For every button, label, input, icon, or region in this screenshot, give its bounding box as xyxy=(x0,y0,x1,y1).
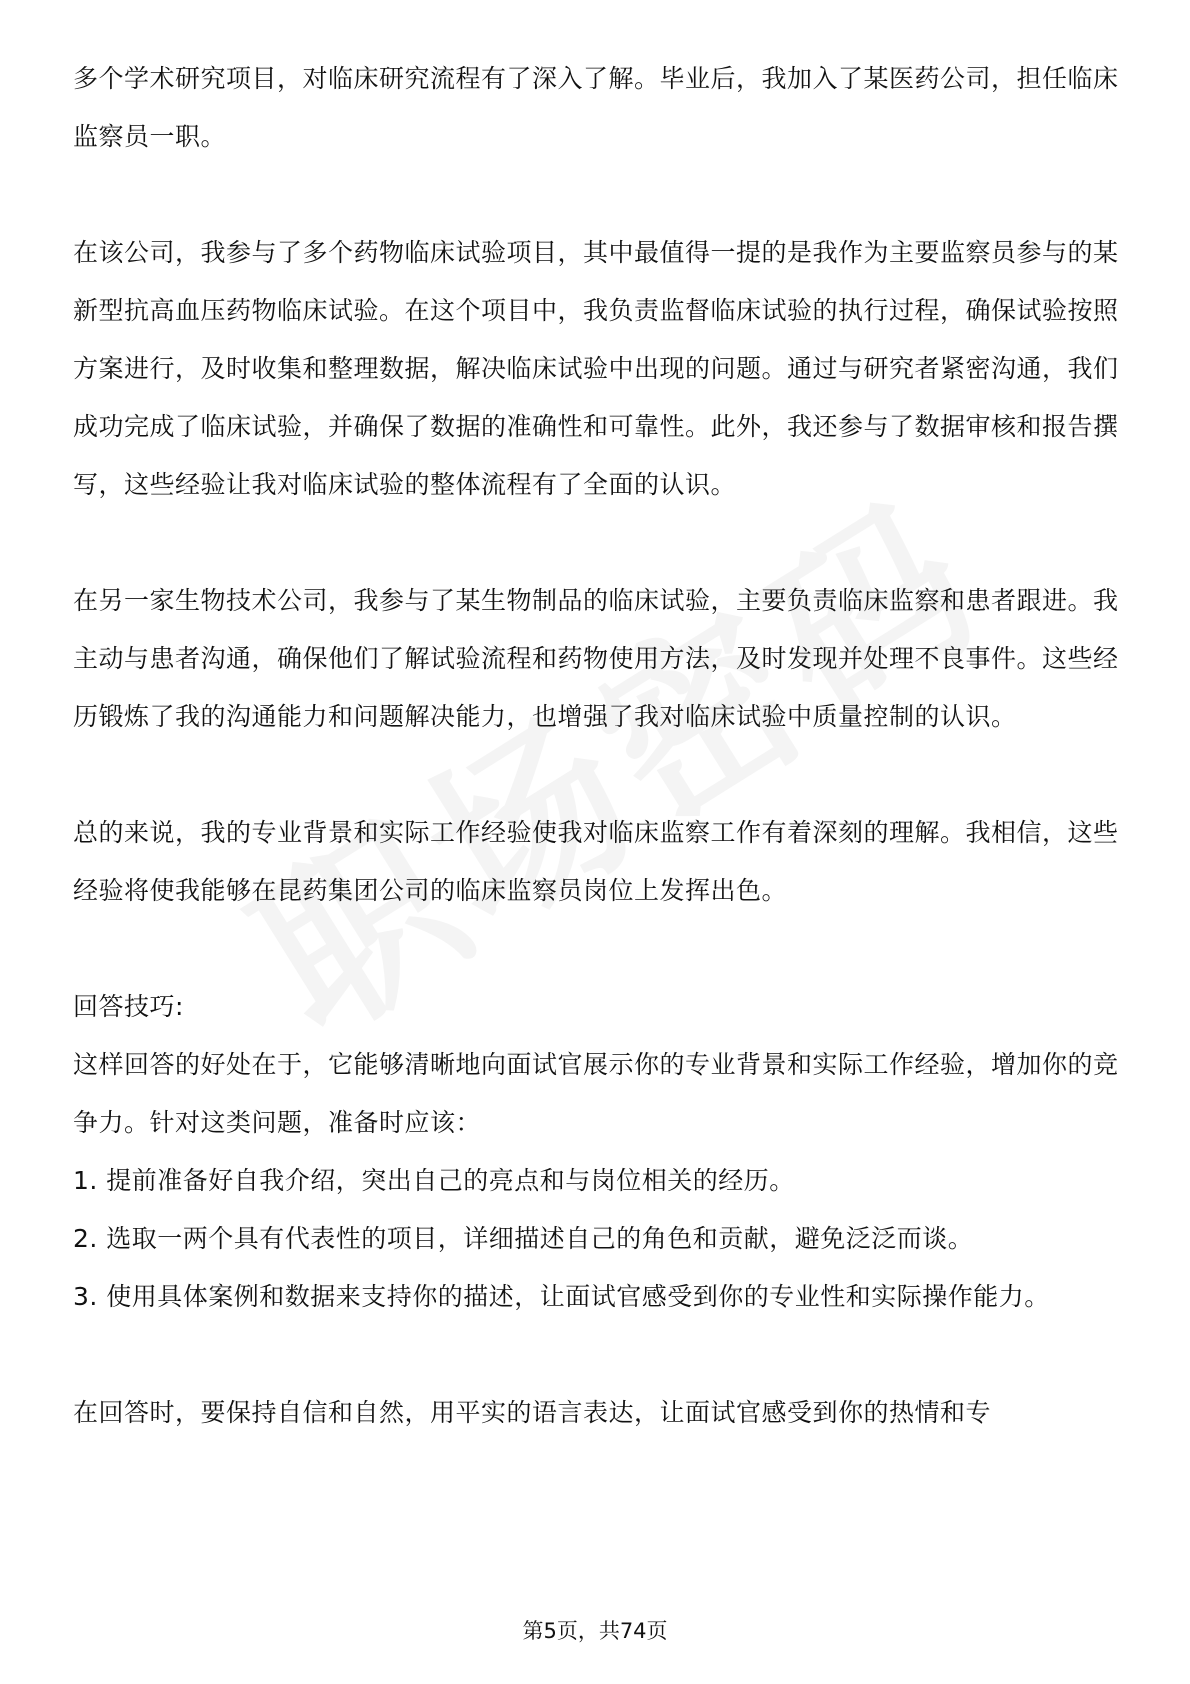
paragraph-4: 总的来说，我的专业背景和实际工作经验使我对临床监察工作有着深刻的理解。我相信，这些经验将使我能够在昆药集团公司的临床监察员岗位上发挥出色。 xyxy=(73,818,1119,905)
tips-intro: 这样回答的好处在于，它能够清晰地向面试官展示你的专业背景和实际工作经验，增加你的竞争力。针对这类问题，准备时应该： xyxy=(73,1050,1119,1137)
tips-item-3: 3. 使用具体案例和数据来支持你的描述，让面试官感受到你的专业性和实际操作能力。 xyxy=(73,1282,1050,1311)
closing-paragraph: 在回答时，要保持自信和自然，用平实的语言表达，让面试官感受到你的热情和专 xyxy=(73,1398,992,1427)
tips-item-2: 2. 选取一两个具有代表性的项目，详细描述自己的角色和贡献，避免泛泛而谈。 xyxy=(73,1224,974,1253)
answer-tips-section xyxy=(73,978,1123,1326)
tips-item-1: 1. 提前准备好自我介绍，突出自己的亮点和与岗位相关的经历。 xyxy=(73,1166,795,1195)
paragraph-3: 在另一家生物技术公司，我参与了某生物制品的临床试验，主要负责临床监察和患者跟进。我主动与患者沟通，确保他们了解试验流程和药物使用方法，及时发现并处理不良事件。这些经历锻炼了我的沟通能力和问题解决能力，也增强了我对临床试验中质量控制的认识。 xyxy=(73,586,1119,731)
paragraph-1: 多个学术研究项目，对临床研究流程有了深入了解。毕业后，我加入了某医药公司，担任临床监察员一职。 xyxy=(73,64,1119,151)
tips-heading: 回答技巧: xyxy=(73,992,184,1021)
document-body xyxy=(73,50,1123,1500)
page-number: 第5页，共74页 xyxy=(522,1619,668,1643)
paragraph-2: 在该公司，我参与了多个药物临床试验项目，其中最值得一提的是我作为主要监察员参与的某新型抗高血压药物临床试验。在这个项目中，我负责监督临床试验的执行过程，确保试验按照方案进行，及时收集和整理数据，解决临床试验中出现的问题。通过与研究者紧密沟通，我们成功完成了临床试验，并确保了数据的准确性和可靠性。此外，我还参与了数据审核和报告撰写，这些经验让我对临床试验的整体流程有了全面的认识。 xyxy=(73,238,1119,499)
